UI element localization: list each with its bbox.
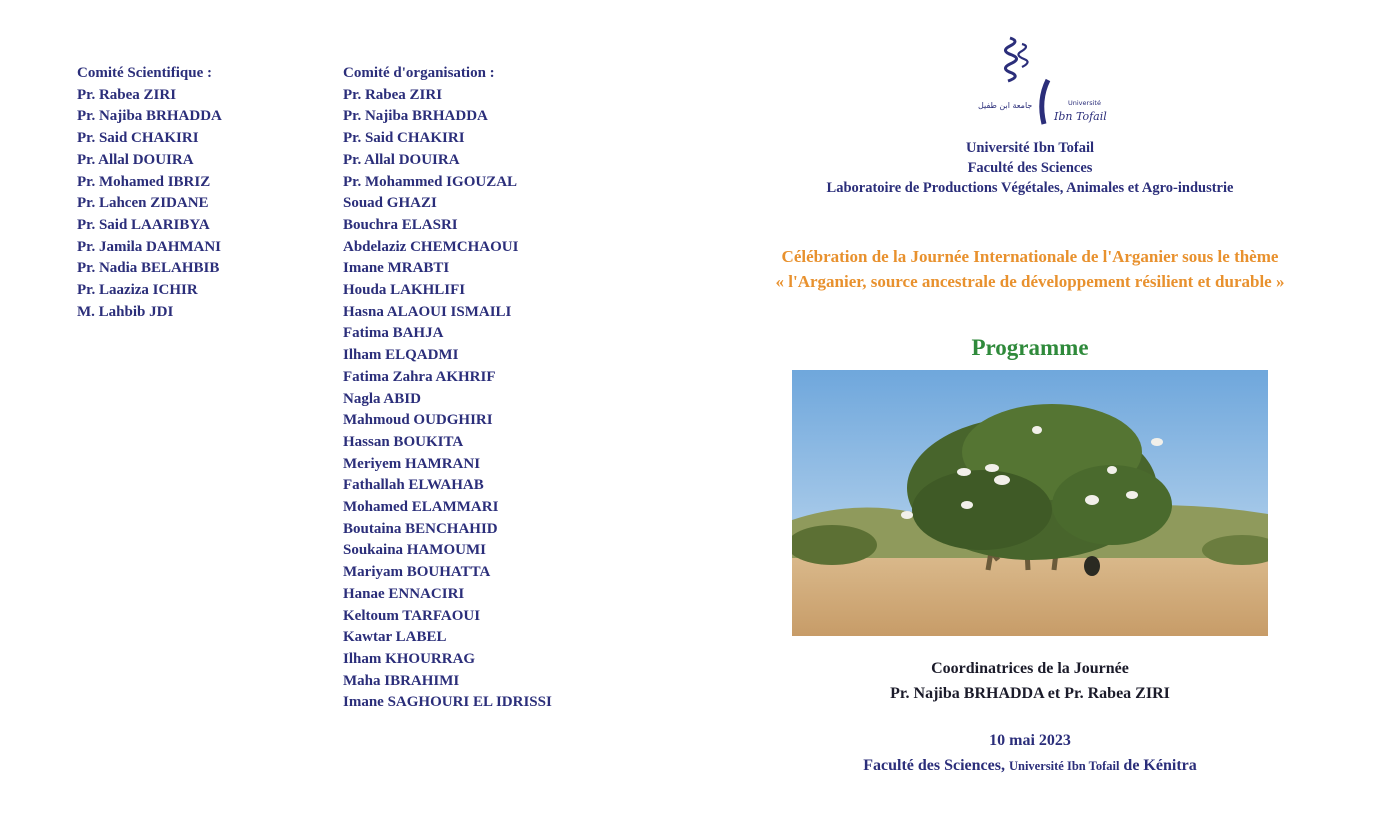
venue-faculty: Faculté des Sciences,: [863, 757, 1005, 774]
member-name: Pr. Jamila DAHMANI: [77, 238, 222, 255]
member-name: Bouchra ELASRI: [343, 216, 458, 233]
member-name: Pr. Said LAARIBYA: [77, 216, 210, 233]
member-name: Mahmoud OUDGHIRI: [343, 412, 493, 429]
celebration-theme: « l'Arganier, source ancestrale de développement résilient et durable »: [775, 272, 1285, 291]
member-name: Pr. Said CHAKIRI: [343, 130, 465, 147]
coordinators-title: Coordinatrices de la Journée: [931, 660, 1129, 677]
member-name: Pr. Said CHAKIRI: [77, 130, 199, 147]
member-name: Pr. Mohamed IBRIZ: [77, 173, 211, 190]
member-name: Fatima Zahra AKHRIF: [343, 368, 496, 385]
member-name: Pr. Mohammed IGOUZAL: [343, 173, 518, 190]
celebration-line-1: Célébration de la Journée Internationale de l'Arganier sous le thème: [781, 247, 1279, 266]
event-venue: [720, 753, 1340, 779]
member-name: Pr. Rabea ZIRI: [77, 86, 177, 103]
member-name: Kawtar LABEL: [343, 629, 447, 646]
member-name: Soukaina HAMOUMI: [343, 542, 486, 559]
member-name: Pr. Nadia BELAHBIB: [77, 260, 220, 277]
member-name: Ilham KHOURRAG: [343, 650, 476, 667]
member-name: Pr. Laaziza ICHIR: [77, 282, 198, 299]
member-name: Ilham ELQADMI: [343, 347, 459, 364]
member-name: Pr. Najiba BRHADDA: [77, 108, 222, 125]
programme-cover: [720, 28, 1340, 779]
programme-title: Programme: [971, 335, 1089, 360]
member-name: Nagla ABID: [343, 390, 421, 407]
member-name: Pr. Allal DOUIRA: [343, 151, 460, 168]
laboratory-name: Laboratoire de Productions Végétales, Animales et Agro-industrie: [826, 180, 1234, 196]
comite-scientifique-list: [77, 63, 222, 323]
comite-organisation-list: [343, 63, 552, 714]
member-name: Pr. Allal DOUIRA: [77, 151, 194, 168]
comite-organisation-title: Comité d'organisation :: [343, 65, 495, 81]
svg-text:Université: Université: [1068, 99, 1101, 107]
member-name: M. Lahbib JDI: [77, 303, 174, 320]
member-name: Souad GHAZI: [343, 195, 437, 212]
faculty-name: Faculté des Sciences: [967, 160, 1093, 176]
member-name: Mariyam BOUHATTA: [343, 564, 491, 581]
venue-university: Université Ibn Tofail: [1008, 759, 1120, 773]
comite-scientifique-title: Comité Scientifique :: [77, 65, 212, 81]
member-name: Keltoum TARFAOUI: [343, 607, 481, 624]
member-name: Abdelaziz CHEMCHAOUI: [343, 238, 519, 255]
member-name: Hanae ENNACIRI: [343, 585, 465, 602]
member-name: Meriyem HAMRANI: [343, 455, 481, 472]
event-date: 10 mai 2023: [989, 732, 1071, 749]
member-name: Hasna ALAOUI ISMAILI: [343, 303, 512, 320]
member-name: Boutaina BENCHAHID: [343, 520, 498, 537]
venue-city: de Kénitra: [1123, 757, 1197, 774]
argan-tree-photo: [792, 370, 1268, 636]
member-name: Fatima BAHJA: [343, 325, 444, 342]
coordinators-names: Pr. Najiba BRHADDA et Pr. Rabea ZIRI: [890, 685, 1170, 702]
member-name: Pr. Lahcen ZIDANE: [77, 195, 209, 212]
member-name: Imane MRABTI: [343, 260, 450, 277]
member-name: Maha IBRAHIMI: [343, 672, 460, 689]
member-name: Fathallah ELWAHAB: [343, 477, 484, 494]
university-name: Université Ibn Tofail: [965, 140, 1095, 156]
member-name: Pr. Najiba BRHADDA: [343, 108, 488, 125]
svg-text:جامعة ابن طفيل: جامعة ابن طفيل: [978, 101, 1033, 110]
member-name: Mohamed ELAMMARI: [343, 499, 499, 516]
university-logo-icon: [950, 28, 1110, 128]
member-name: Pr. Rabea ZIRI: [343, 86, 443, 103]
member-name: Houda LAKHLIFI: [343, 282, 466, 299]
svg-text:Ibn Tofail: Ibn Tofail: [1054, 110, 1107, 123]
member-name: Hassan BOUKITA: [343, 433, 464, 450]
member-name: Imane SAGHOURI EL IDRISSI: [343, 694, 552, 711]
